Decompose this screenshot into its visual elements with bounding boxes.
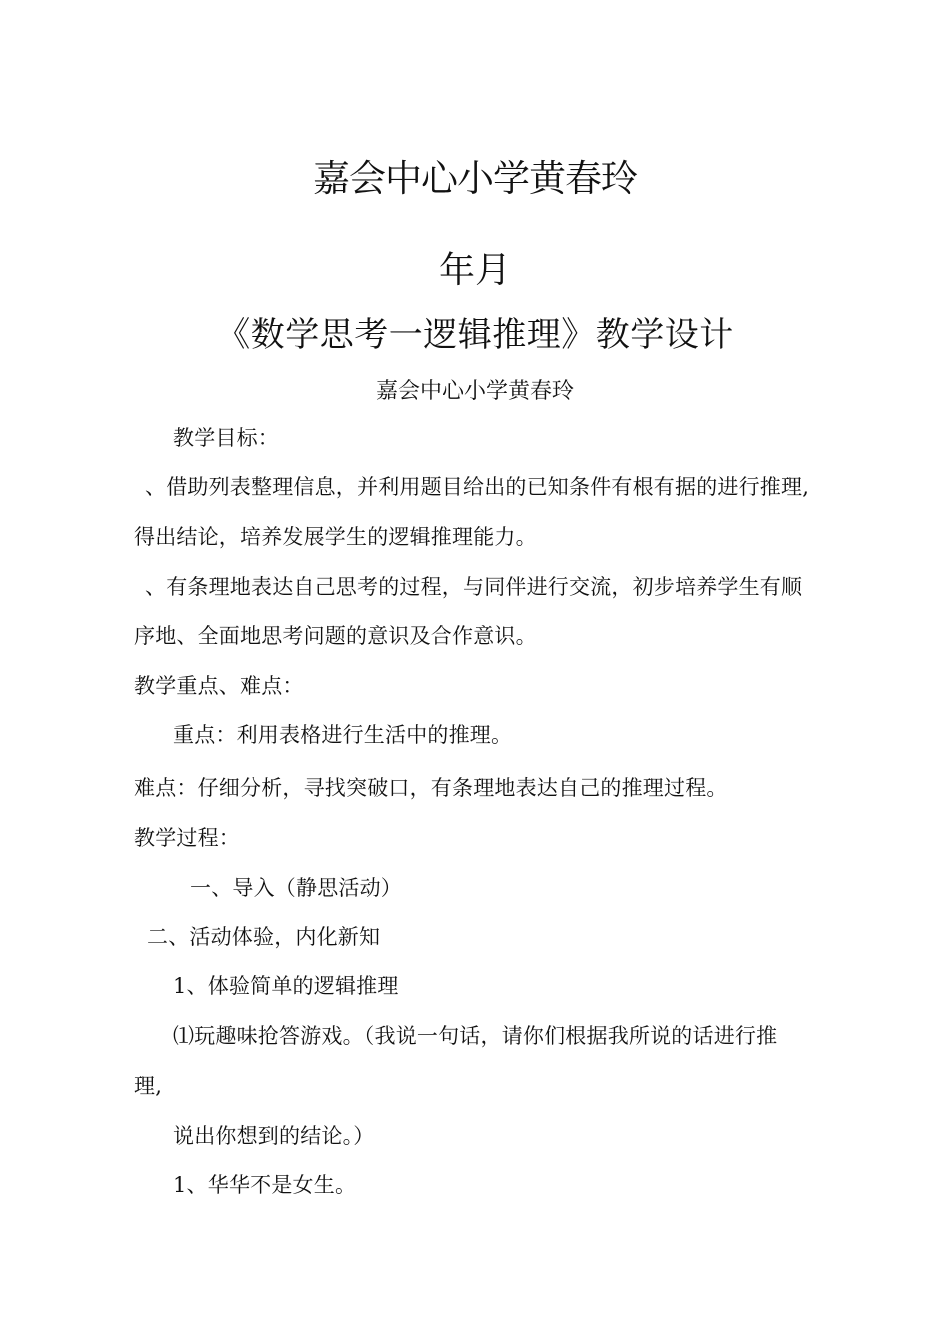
process-substep-1: 1、体验简单的逻辑推理 bbox=[173, 974, 399, 998]
activity-line-3: 说出你想到的结论。） bbox=[173, 1124, 375, 1148]
objective-1-line-1: 、借助列表整理信息，并利用题目给出的已知条件有根有据的进行推理, bbox=[145, 475, 810, 499]
key-point: 重点：利用表格进行生活中的推理。 bbox=[173, 723, 513, 747]
document-title: 《数学思考一逻辑推理》教学设计 bbox=[216, 315, 734, 355]
process-heading: 教学过程： bbox=[134, 826, 240, 850]
objective-2-line-2: 序地、全面地思考问题的意识及合作意识。 bbox=[134, 624, 537, 648]
activity-line-1: ⑴玩趣味抢答游戏。（我说一句话，请你们根据我所说的话进行推 bbox=[173, 1024, 778, 1048]
difficulty-point: 难点：仔细分析，寻找突破口，有条理地表达自己的推理过程。 bbox=[134, 776, 728, 800]
date-heading: 年月 bbox=[438, 250, 511, 291]
process-step-2: 二、活动体验，内化新知 bbox=[147, 925, 381, 949]
author-heading: 嘉会中心小学黄春玲 bbox=[313, 157, 637, 200]
example-1: 1、华华不是女生。 bbox=[173, 1173, 357, 1197]
key-points-heading: 教学重点、难点： bbox=[134, 674, 304, 698]
activity-line-2: 理, bbox=[134, 1074, 163, 1098]
objective-1-line-2: 得出结论，培养发展学生的逻辑推理能力。 bbox=[134, 525, 537, 549]
author-line: 嘉会中心小学黄春玲 bbox=[375, 379, 574, 404]
objectives-heading: 教学目标： bbox=[173, 426, 279, 450]
objective-2-line-1: 、有条理地表达自己思考的过程，与同伴进行交流，初步培养学生有顺 bbox=[145, 575, 803, 599]
process-step-1: 一、导入（静思活动） bbox=[190, 876, 402, 900]
